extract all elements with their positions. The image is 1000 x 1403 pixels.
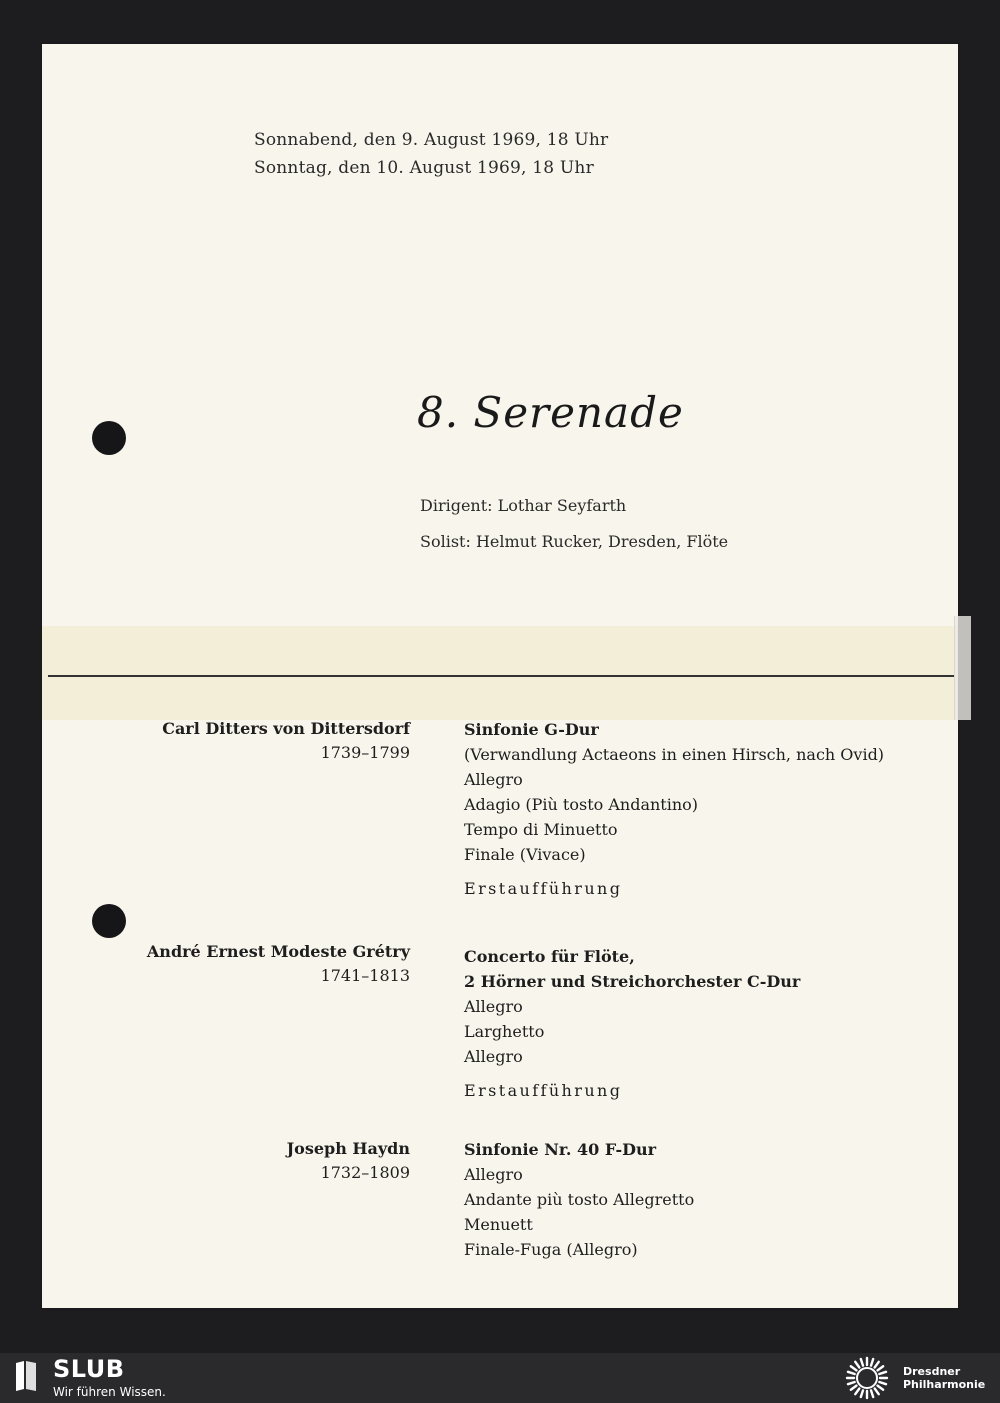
- library-name: SLUB: [53, 1355, 125, 1383]
- library-tagline: Wir führen Wissen.: [53, 1385, 166, 1399]
- composer-years: 1732–1809: [320, 1163, 410, 1182]
- program-sheet: [42, 44, 958, 1308]
- composer-years: 1741–1813: [320, 966, 410, 985]
- premiere-note: Erstaufführung: [464, 879, 623, 898]
- adhesive-tape: [42, 626, 958, 720]
- logo-ray: [861, 1359, 863, 1366]
- credits: [420, 496, 728, 568]
- logo-ray: [855, 1389, 859, 1395]
- premiere-note: Erstaufführung: [464, 1081, 623, 1100]
- movement: Larghetto: [464, 1022, 545, 1041]
- logo-ray: [871, 1359, 873, 1366]
- logo-ray: [878, 1386, 884, 1390]
- concert-dates: [254, 126, 608, 182]
- partner-name: [903, 1365, 985, 1391]
- conductor-line: Dirigent: Lothar Seyfarth: [420, 496, 627, 515]
- partner-line-2: Philharmonie: [903, 1378, 986, 1391]
- soloist-line: Solist: Helmut Rucker, Dresden, Flöte: [420, 532, 729, 551]
- movement: Menuett: [464, 1215, 533, 1234]
- movement: Adagio (Più tosto Andantino): [464, 795, 699, 814]
- logo-ray: [879, 1372, 886, 1374]
- movement: Tempo di Minuetto: [464, 820, 618, 839]
- movement: Finale-Fuga (Allegro): [464, 1240, 638, 1259]
- composer-block-2: [147, 940, 410, 988]
- work-block-2: [464, 944, 800, 1103]
- work-subtitle: (Verwandlung Actaeons in einen Hirsch, nach Ovid): [464, 745, 885, 764]
- punch-hole-bottom: [92, 904, 126, 938]
- date-line-1: Sonnabend, den 9. August 1969, 18 Uhr: [254, 130, 609, 150]
- work-block-3: [464, 1137, 694, 1262]
- fold-line: [48, 675, 954, 677]
- punch-hole-top: [92, 421, 126, 455]
- work-title: Concerto für Flöte,: [464, 947, 635, 966]
- philharmonie-logo-icon: [840, 1356, 894, 1400]
- tape-edge: [954, 616, 971, 720]
- logo-ray: [875, 1389, 879, 1395]
- composer-years: 1739–1799: [320, 743, 410, 762]
- movement: Finale (Vivace): [464, 845, 586, 864]
- logo-ray: [871, 1390, 873, 1397]
- composer-block-1: [162, 717, 410, 765]
- concert-title: 8. Serenade: [417, 388, 684, 437]
- logo-ray: [851, 1366, 857, 1370]
- movement: Allegro: [464, 997, 523, 1016]
- movement: Allegro: [464, 1047, 523, 1066]
- logo-ray: [879, 1382, 886, 1384]
- movement: Allegro: [464, 770, 523, 789]
- work-block-1: [464, 717, 884, 901]
- logo-ray: [855, 1362, 859, 1368]
- work-title-line-2: 2 Hörner und Streichorchester C-Dur: [464, 972, 801, 991]
- movement: Allegro: [464, 1165, 523, 1184]
- composer-name: Carl Ditters von Dittersdorf: [162, 719, 410, 738]
- logo-ray: [878, 1366, 884, 1370]
- work-title: Sinfonie G-Dur: [464, 720, 599, 739]
- composer-name: André Ernest Modeste Grétry: [146, 942, 410, 961]
- date-line-2: Sonntag, den 10. August 1969, 18 Uhr: [254, 158, 594, 178]
- slub-logo-icon: [12, 1359, 40, 1393]
- partner-line-1: Dresdner: [903, 1365, 961, 1378]
- logo-ray: [851, 1386, 857, 1390]
- logo-ray: [861, 1390, 863, 1397]
- logo-ray: [848, 1382, 855, 1384]
- movement: Andante più tosto Allegretto: [464, 1190, 695, 1209]
- footer-bar: [0, 1353, 1000, 1403]
- work-title: Sinfonie Nr. 40 F-Dur: [464, 1140, 657, 1159]
- logo-ray: [848, 1372, 855, 1374]
- logo-ray: [875, 1362, 879, 1368]
- composer-block-3: [287, 1137, 410, 1185]
- composer-name: Joseph Haydn: [286, 1139, 410, 1158]
